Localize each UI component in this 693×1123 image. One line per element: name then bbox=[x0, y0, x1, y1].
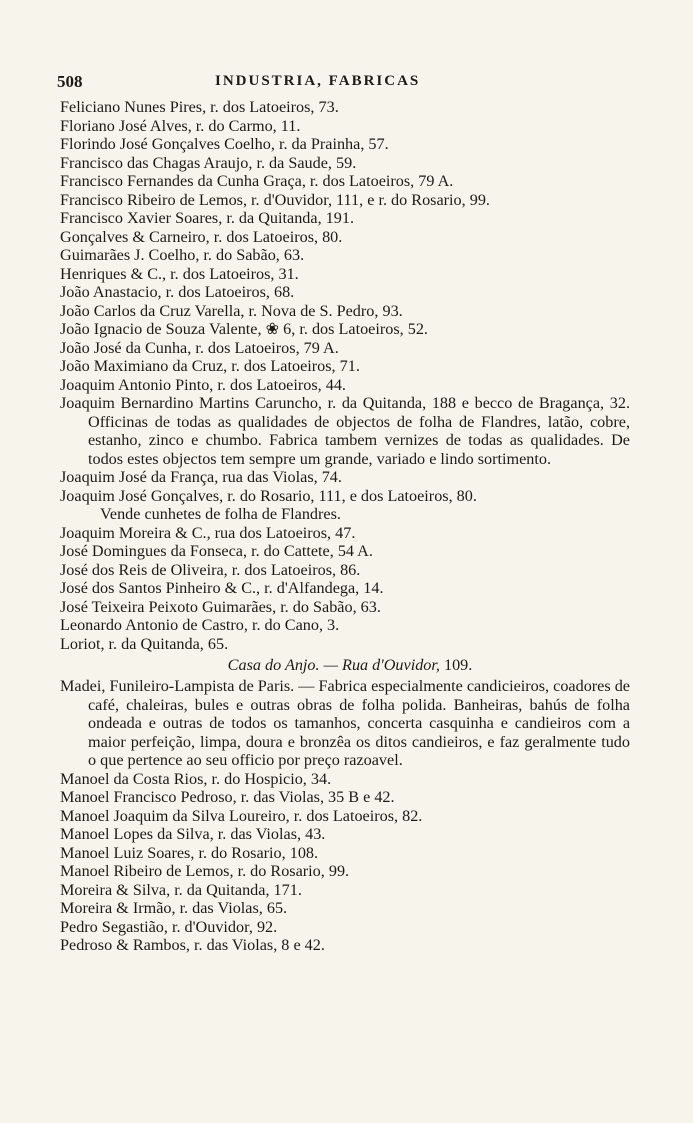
directory-entry: Moreira & Irmão, r. das Violas, 65. bbox=[60, 899, 288, 917]
directory-entry: Manoel Lopes da Silva, r. das Violas, 43. bbox=[60, 825, 326, 843]
directory-entry: Floriano José Alves, r. do Carmo, 11. bbox=[60, 116, 301, 135]
directory-entry: Leonardo Antonio de Castro, r. do Cano, 3. bbox=[60, 616, 340, 634]
directory-entry: Loriot, r. da Quitanda, 65. bbox=[60, 634, 229, 653]
section-heading bbox=[60, 653, 630, 677]
directory-entry: Feliciano Nunes Pires, r. dos Latoeiros, 73. bbox=[60, 98, 339, 116]
directory-entry: Francisco Xavier Soares, r. da Quitanda, 191. bbox=[60, 209, 354, 227]
page-number: 508 bbox=[57, 72, 83, 91]
directory-listing bbox=[60, 98, 630, 955]
directory-entry: Manoel Luiz Soares, r. do Rosario, 108. bbox=[60, 843, 319, 862]
directory-entry: Francisco Fernandes da Cunha Graça, r. dos Latoeiros, 79 A. bbox=[60, 172, 454, 190]
directory-entry: Henriques & C., r. dos Latoeiros, 31. bbox=[60, 264, 299, 283]
directory-entry: José Domingues da Fonseca, r. do Cattete, 54 A. bbox=[60, 542, 373, 560]
directory-entry: Joaquim Bernardino Martins Caruncho, r. da Quitanda, 188 e becco de Bragança, 32. Officinas de todas as qualidades de objectos de folha de Flandres, latão, cobre, estanho, zinco e chumbo. Fabrica tambem vernizes de todas as qualidades. De todos estes objectos tem sempre um grande, variado e lindo sortimento. bbox=[60, 394, 630, 468]
directory-entry: Gonçalves & Carneiro, r. dos Latoeiros, 80. bbox=[60, 227, 343, 246]
directory-entry: Pedro Segastião, r. d'Ouvidor, 92. bbox=[60, 917, 278, 936]
directory-entry: Joaquim José da França, rua das Violas, 74. bbox=[60, 468, 342, 486]
directory-entry: Moreira & Silva, r. da Quitanda, 171. bbox=[60, 880, 302, 899]
directory-entry: Manoel Joaquim da Silva Loureiro, r. dos Latoeiros, 82. bbox=[60, 806, 423, 825]
running-title: INDUSTRIA, FABRICAS bbox=[215, 73, 421, 89]
directory-entry: Joaquim Moreira & C., rua dos Latoeiros, 47. bbox=[60, 523, 356, 542]
directory-entry: João Maximiano da Cruz, r. dos Latoeiros, 71. bbox=[60, 357, 360, 375]
directory-entry: José dos Santos Pinheiro & C., r. d'Alfandega, 14. bbox=[60, 579, 384, 597]
directory-entry: João Carlos da Cruz Varella, r. Nova de S. Pedro, 93. bbox=[60, 301, 403, 320]
directory-entry: Manoel da Costa Rios, r. do Hospicio, 34. bbox=[60, 769, 332, 788]
entry-list-b bbox=[60, 524, 630, 654]
directory-entry: Joaquim José Gonçalves, r. do Rosario, 111, e dos Latoeiros, 80. bbox=[60, 486, 477, 505]
section-heading-number: 109. bbox=[443, 656, 473, 674]
directory-entry: José dos Reis de Oliveira, r. dos Latoeiros, 86. bbox=[60, 560, 361, 579]
directory-entry: Madei, Funileiro-Lampista de Paris. — Fabrica especialmente candicieiros, coadores de café, chaleiras, bules e outras obras de folha polida. Banheiras, bahús de folha ondeada e outras de todos os tamanhos, concerta casquinha e candieiros com a maior perfeição, limpa, doura e bronzêa os ditos candieiros, e faz geralmente tudo o que pertence ao seu officio por preço razoavel. bbox=[60, 677, 630, 769]
directory-entry: Guimarães J. Coelho, r. do Sabão, 63. bbox=[60, 246, 305, 264]
section-heading-name: Casa do Anjo. — Rua d'Ouvidor, bbox=[227, 656, 440, 674]
directory-entry: Francisco das Chagas Araujo, r. da Saude, 59. bbox=[60, 153, 357, 172]
directory-entry: João Anastacio, r. dos Latoeiros, 68. bbox=[60, 283, 295, 301]
directory-entry: Joaquim Antonio Pinto, r. dos Latoeiros, 44. bbox=[60, 375, 346, 394]
directory-entry: Pedroso & Rambos, r. das Violas, 8 e 42. bbox=[60, 936, 325, 954]
sub-note: Vende cunhetes de folha de Flandres. bbox=[100, 505, 341, 523]
directory-entry: José Teixeira Peixoto Guimarães, r. do Sabão, 63. bbox=[60, 597, 381, 616]
directory-entry: Manoel Ribeiro de Lemos, r. do Rosario, 99. bbox=[60, 862, 350, 880]
entry-list-a bbox=[60, 98, 630, 505]
directory-entry: João Ignacio de Souza Valente, ❀ 6, r. dos Latoeiros, 52. bbox=[60, 320, 428, 338]
directory-entry: Florindo José Gonçalves Coelho, r. da Prainha, 57. bbox=[60, 135, 389, 153]
entry-list-c bbox=[60, 677, 630, 955]
directory-entry: Manoel Francisco Pedroso, r. das Violas, 35 B e 42. bbox=[60, 788, 395, 806]
directory-entry: Francisco Ribeiro de Lemos, r. d'Ouvidor, 111, e r. do Rosario, 99. bbox=[60, 190, 490, 209]
running-header bbox=[57, 72, 577, 94]
directory-entry: João José da Cunha, r. dos Latoeiros, 79 A. bbox=[60, 338, 339, 357]
